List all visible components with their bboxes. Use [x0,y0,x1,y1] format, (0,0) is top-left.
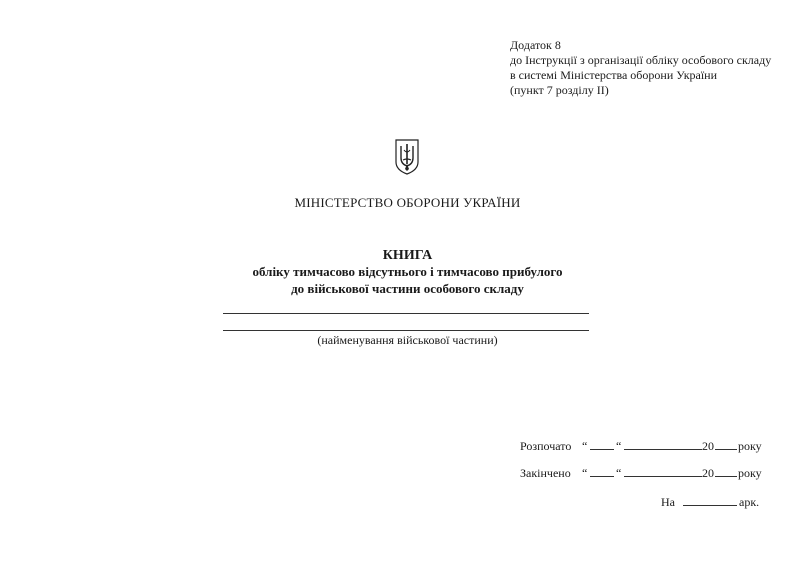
day-blank [590,465,614,477]
book-subtitle-line-1: обліку тимчасово відсутнього і тимчасово прибулого [252,264,563,279]
year-blank [715,438,737,450]
appendix-line-3: в системі Міністерства оборони України [510,68,718,82]
ended-label: Закінчено [520,466,571,480]
century-prefix: 20 [702,439,714,453]
sheets-prefix: На [661,495,675,509]
ended-date-row [520,465,770,481]
sheets-blank [683,494,737,506]
sheets-suffix: арк. [739,495,760,509]
year-word: року [738,439,762,453]
close-quote: “ [616,466,622,480]
appendix-line-4: (пункт 7 розділу ІІ) [510,83,609,97]
unit-name-line-1 [223,313,589,314]
ministry-name: МІНІСТЕРСТВО ОБОРОНИ УКРАЇНИ [294,195,521,210]
month-blank [624,465,702,477]
open-quote: “ [582,439,588,453]
unit-name-caption: (найменування військової частини) [317,333,498,347]
appendix-line-2: до Інструкції з організації обліку особового складу [510,53,772,67]
sheet-count-row [661,494,781,510]
month-blank [624,438,702,450]
day-blank [590,438,614,450]
appendix-note [510,38,771,98]
started-date-row [520,438,770,454]
book-title: КНИГА [382,248,433,263]
unit-name-line-2 [223,330,589,331]
book-subtitle-line-2: до військової частини особового складу [291,281,524,296]
close-quote: “ [616,439,622,453]
year-blank [715,465,737,477]
trident-emblem-icon [393,138,421,176]
century-prefix: 20 [702,466,714,480]
started-label: Розпочато [520,439,572,453]
appendix-line-1: Додаток 8 [510,38,561,52]
year-word: року [738,466,762,480]
open-quote: “ [582,466,588,480]
